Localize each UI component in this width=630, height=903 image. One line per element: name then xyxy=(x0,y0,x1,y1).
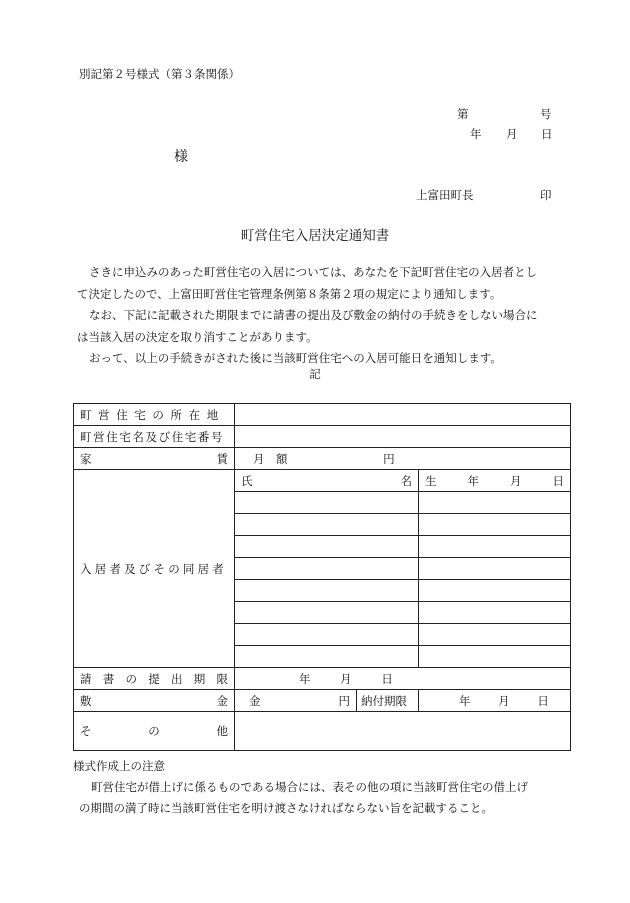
payment-day: 日 xyxy=(537,693,549,708)
body-line: おって、以上の手続きがされた後に当該町営住宅への入居可能日を通知します。 xyxy=(89,351,502,365)
rent-value[interactable] xyxy=(235,448,571,470)
location-value[interactable] xyxy=(235,404,571,426)
resident-name-cell[interactable] xyxy=(235,492,419,514)
resident-birth-header xyxy=(419,470,571,492)
deposit-kin: 金 xyxy=(249,693,261,708)
body-line: て決定したので、上富田町営住宅管理条例第８条第２項の規定により通知します。 xyxy=(77,286,502,301)
notes-line: 町営住宅が借上げに係るものである場合には、表その他の項に当該町営住宅の借上げ xyxy=(91,780,528,794)
birth-header-day: 日 xyxy=(552,473,564,488)
resident-name-cell[interactable] xyxy=(235,646,419,668)
document-title: 町営住宅入居決定通知書 xyxy=(240,228,390,244)
payment-deadline-label: 納付期限 xyxy=(357,690,419,712)
other-label-cell xyxy=(74,712,235,751)
resident-birth-cell[interactable] xyxy=(419,536,571,558)
payment-month: 月 xyxy=(498,693,510,708)
rent-label-cell xyxy=(74,448,235,470)
document-number-suffix: 号 xyxy=(540,107,552,121)
deposit-amount-cell[interactable] xyxy=(235,690,357,712)
deposit-label-b: 金 xyxy=(216,693,228,708)
deposit-label-cell xyxy=(74,690,235,712)
name-label: 町営住宅名及び住宅番号 xyxy=(80,429,225,444)
deadline-label: 請 書 の 提 出 期 限 xyxy=(80,671,228,686)
payment-deadline-value[interactable] xyxy=(419,690,571,712)
resident-name-cell[interactable] xyxy=(235,602,419,624)
table-row xyxy=(74,712,571,751)
resident-birth-cell[interactable] xyxy=(419,580,571,602)
deadline-value[interactable] xyxy=(235,668,571,690)
rent-yen-label: 円 xyxy=(383,451,395,466)
deadline-month: 月 xyxy=(340,671,352,686)
deadline-label-cell xyxy=(74,668,235,690)
resident-birth-cell[interactable] xyxy=(419,492,571,514)
resident-name-cell[interactable] xyxy=(235,536,419,558)
document-number-prefix: 第 xyxy=(457,107,469,121)
residents-label-cell xyxy=(74,470,235,668)
resident-birth-cell[interactable] xyxy=(419,646,571,668)
rent-monthly-label: 月 額 xyxy=(253,451,288,466)
body-line: は当該入居の決定を取り消すことがあります。 xyxy=(77,329,318,344)
body-line: さきに申込みのあった町営住宅の入居については、あなたを下記町営住宅の入居者とし xyxy=(89,265,538,279)
location-label-cell xyxy=(74,404,235,426)
other-value[interactable] xyxy=(235,712,571,751)
rent-label-b: 賃 xyxy=(216,451,228,466)
table-row xyxy=(74,448,571,470)
birth-header-sei: 生 xyxy=(425,473,437,488)
resident-name-cell[interactable] xyxy=(235,514,419,536)
deadline-day: 日 xyxy=(381,671,393,686)
other-label: そ の 他 xyxy=(80,724,228,738)
seal-mark: 印 xyxy=(540,188,552,202)
deposit-yen: 円 xyxy=(338,693,350,708)
name-value[interactable] xyxy=(235,426,571,448)
resident-name-header xyxy=(235,470,419,492)
body-text xyxy=(77,262,555,370)
notes-line: の期間の満了時に当該町営住宅を明け渡さなければならない旨を記載すること。 xyxy=(79,801,493,815)
deadline-year: 年 xyxy=(299,671,311,686)
addressee-suffix: 様 xyxy=(174,149,188,165)
resident-birth-cell[interactable] xyxy=(419,558,571,580)
resident-name-header-b: 名 xyxy=(400,473,412,488)
rent-label-a: 家 xyxy=(80,451,92,466)
resident-birth-cell[interactable] xyxy=(419,602,571,624)
table-row xyxy=(74,668,571,690)
name-label-cell xyxy=(74,426,235,448)
resident-name-cell[interactable] xyxy=(235,558,419,580)
body-line: なお、下記に記載された期限までに請書の提出及び敷金の納付の手続きをしない場合に xyxy=(89,308,538,322)
resident-birth-cell[interactable] xyxy=(419,514,571,536)
table-row xyxy=(74,426,571,448)
deposit-label-a: 敷 xyxy=(80,693,92,708)
issue-date-month: 月 xyxy=(506,127,518,141)
issue-date-day: 日 xyxy=(541,127,553,141)
notice-table xyxy=(73,403,571,751)
birth-header-month: 月 xyxy=(510,473,522,488)
table-row xyxy=(74,404,571,426)
resident-name-cell[interactable] xyxy=(235,624,419,646)
form-reference: 別記第２号様式（第３条関係） xyxy=(79,67,240,81)
resident-name-cell[interactable] xyxy=(235,580,419,602)
issuer-name: 上富田町長 xyxy=(416,188,474,202)
table-row xyxy=(74,690,571,712)
location-label: 町営住宅の所在地 xyxy=(80,407,225,422)
table-row xyxy=(74,470,571,492)
issue-date-year: 年 xyxy=(470,127,482,141)
notes-heading: 様式作成上の注意 xyxy=(73,759,165,773)
resident-birth-cell[interactable] xyxy=(419,624,571,646)
payment-year: 年 xyxy=(459,693,471,708)
residents-label: 入居者及びその同居者 xyxy=(80,561,227,576)
resident-name-header-a: 氏 xyxy=(241,473,253,488)
birth-header-year: 年 xyxy=(467,473,479,488)
ki-marker: 記 xyxy=(309,367,321,381)
